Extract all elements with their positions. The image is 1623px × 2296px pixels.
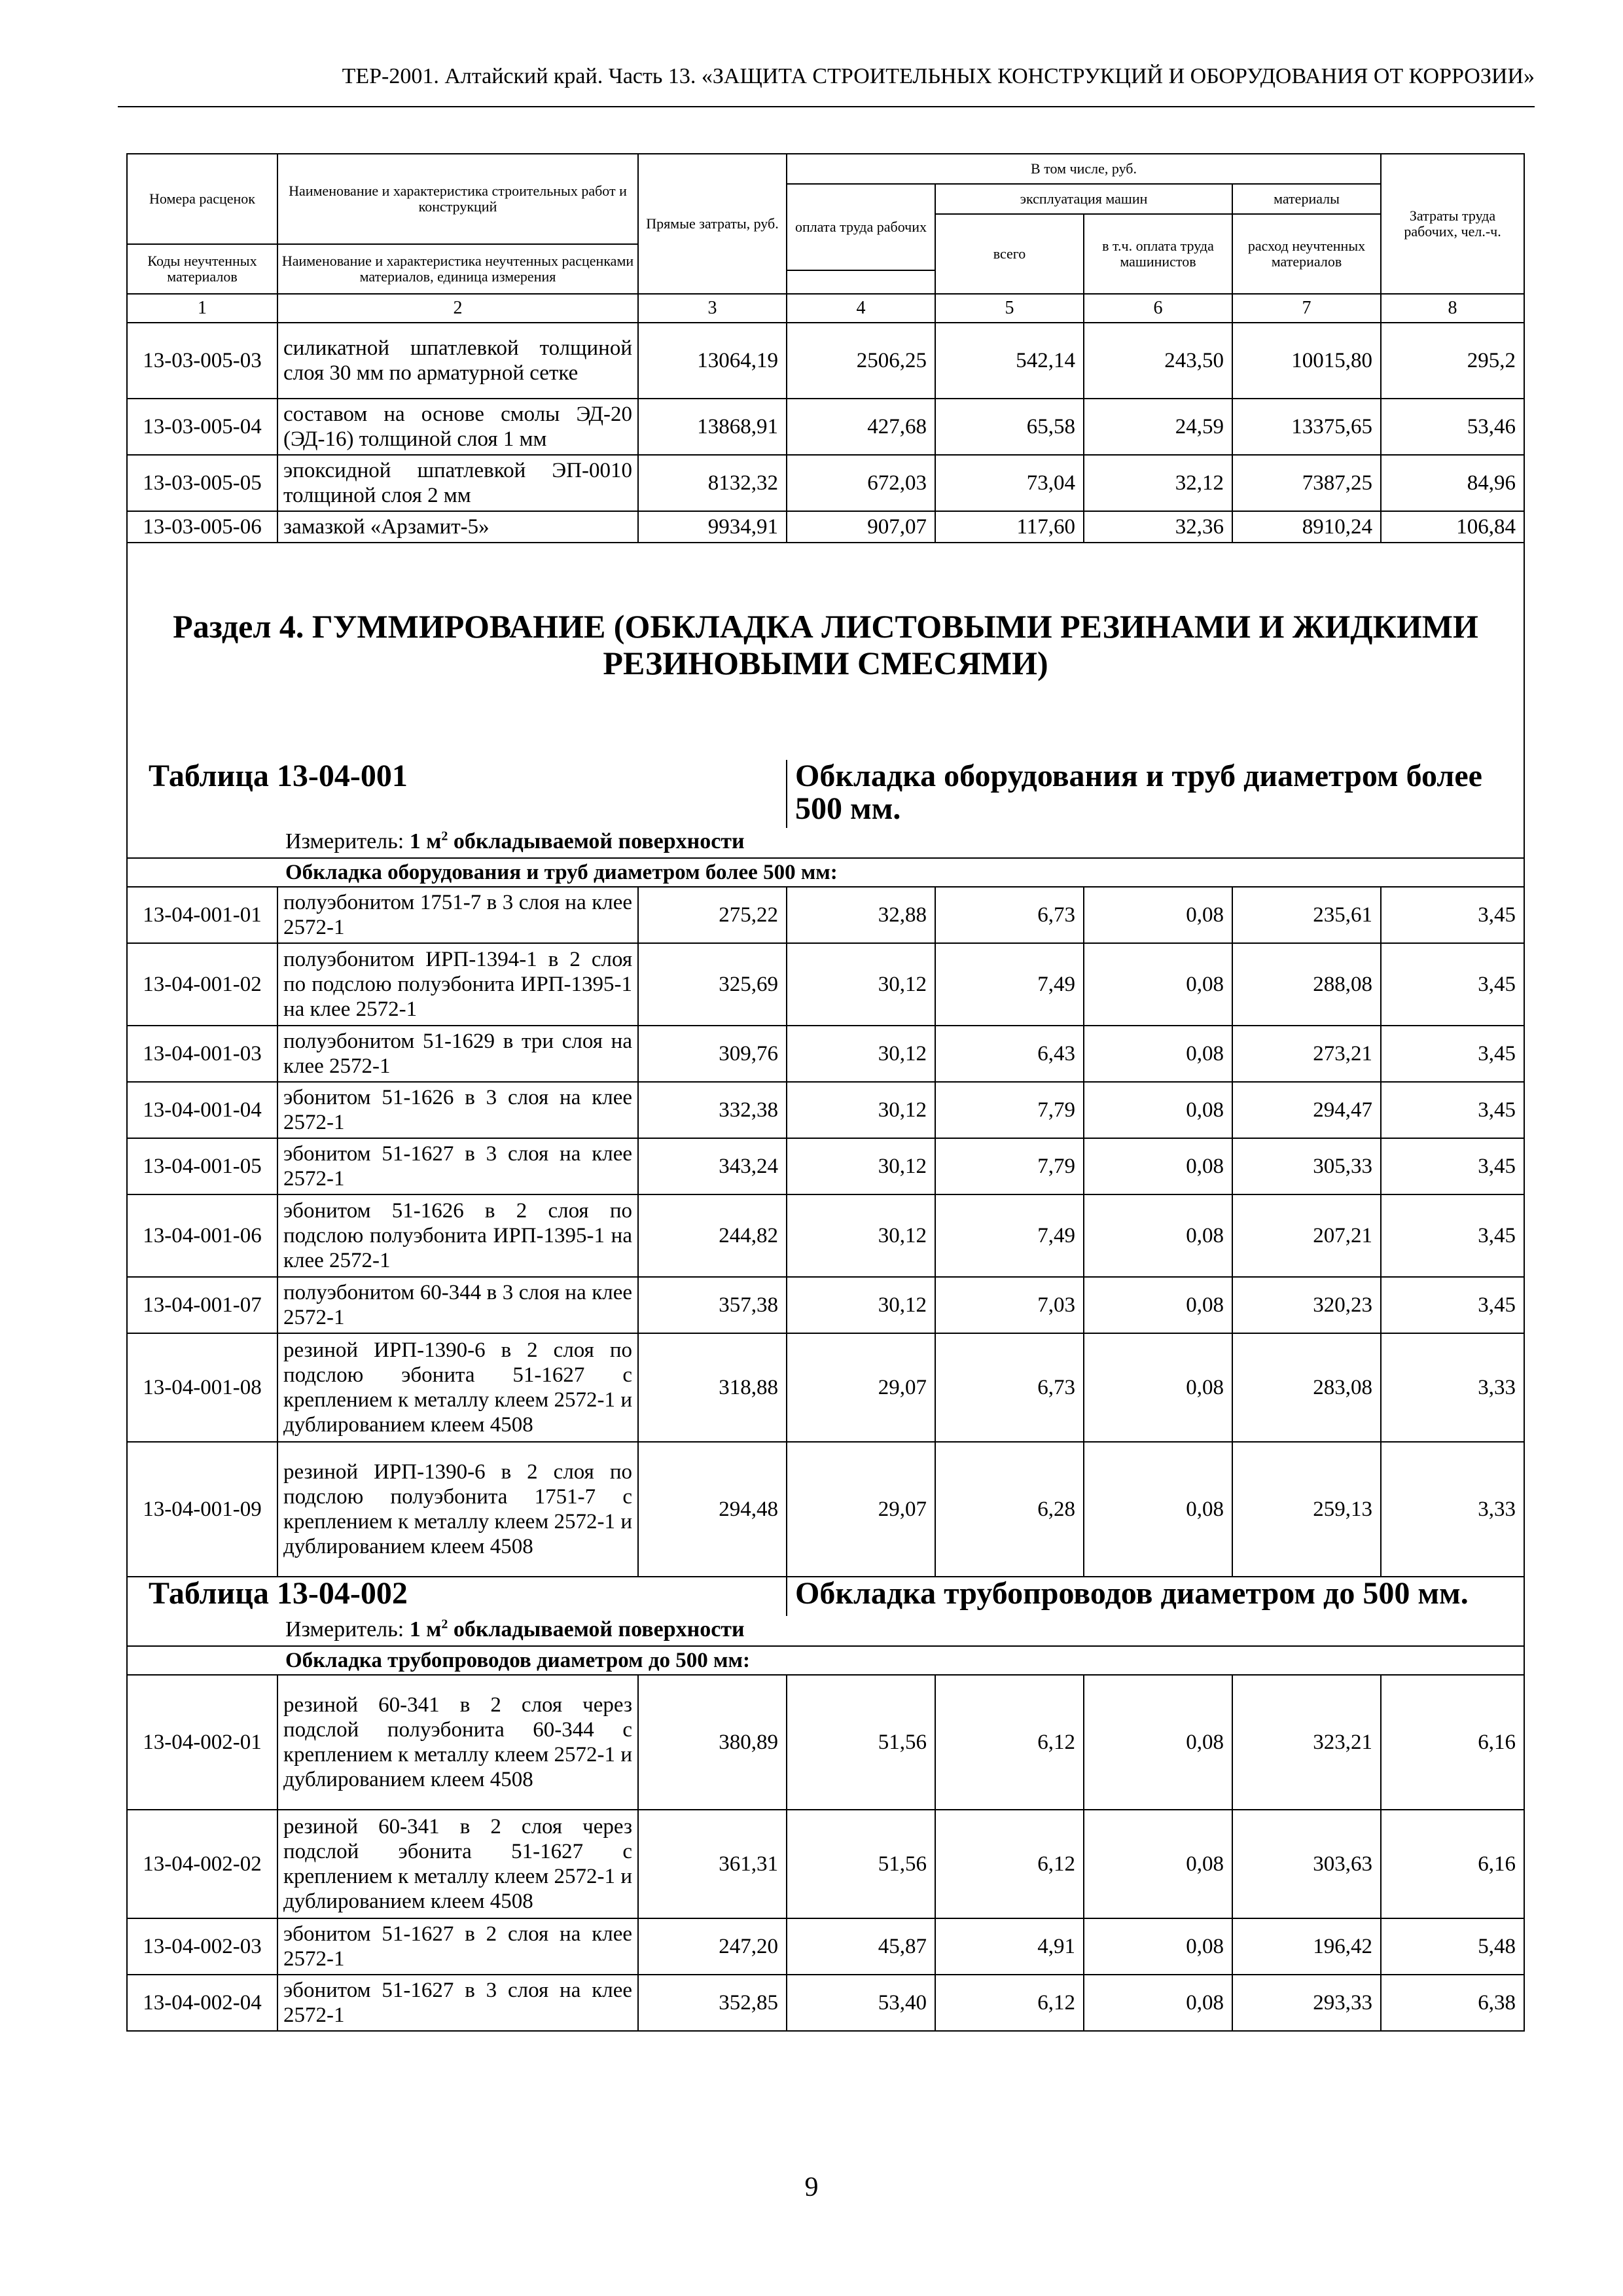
table-title-row [127, 1577, 1524, 1616]
work-description: полуэбонитом 1751-7 в 3 слоя на клее 2572-1 [277, 887, 638, 943]
value-v3: 343,24 [638, 1138, 787, 1194]
value-v6: 0,08 [1084, 1810, 1232, 1918]
table-row [127, 1194, 1524, 1277]
measure-prefix: Измеритель: [285, 1617, 410, 1641]
value-v4: 427,68 [787, 399, 935, 455]
rate-code: 13-04-001-01 [127, 887, 277, 943]
value-v4: 53,40 [787, 1975, 935, 2031]
rate-code: 13-03-005-03 [127, 323, 277, 399]
value-v4: 45,87 [787, 1918, 935, 1975]
measure-unit-rest: обкладываемой поверхности [448, 1617, 745, 1641]
work-description: резиной ИРП-1390-6 в 2 слоя по подслою полуэбонита 1751-7 с креплением к металлу клеем 2572-1 и дублированием клеем 4508 [277, 1442, 638, 1577]
value-v8: 3,45 [1381, 1138, 1524, 1194]
value-v5: 7,49 [935, 943, 1084, 1026]
rate-code: 13-03-005-05 [127, 455, 277, 511]
rate-code: 13-04-002-04 [127, 1975, 277, 2031]
work-description: резиной ИРП-1390-6 в 2 слоя по подслою эбонита 51-1627 с креплением к металлу клеем 2572-1 и дублированием клеем 4508 [277, 1333, 638, 1442]
value-v8: 295,2 [1381, 323, 1524, 399]
value-v8: 106,84 [1381, 511, 1524, 543]
value-v8: 3,45 [1381, 1277, 1524, 1333]
measure-row [127, 828, 1524, 858]
value-v7: 303,63 [1232, 1810, 1381, 1918]
value-v3: 309,76 [638, 1026, 787, 1082]
work-description: эбонитом 51-1626 в 2 слоя по подслою полуэбонита ИРП-1395-1 на клее 2572-1 [277, 1194, 638, 1277]
subheading-row [127, 1646, 1524, 1675]
value-v7: 294,47 [1232, 1082, 1381, 1138]
rate-code: 13-04-002-03 [127, 1918, 277, 1975]
value-v4: 51,56 [787, 1810, 935, 1918]
value-v5: 7,79 [935, 1138, 1084, 1194]
value-v5: 6,12 [935, 1975, 1084, 2031]
section-title-row [127, 605, 1524, 684]
spacer-cell [127, 543, 1524, 605]
work-description: замазкой «Арзамит-5» [277, 511, 638, 543]
value-v4: 30,12 [787, 1277, 935, 1333]
table-row [127, 1442, 1524, 1577]
value-v6: 0,08 [1084, 1918, 1232, 1975]
column-number: 8 [1381, 294, 1524, 323]
value-v4: 30,12 [787, 1194, 935, 1277]
work-description: эбонитом 51-1627 в 2 слоя на клее 2572-1 [277, 1918, 638, 1975]
value-v6: 24,59 [1084, 399, 1232, 455]
measure-unit [277, 828, 1524, 858]
header-col2-bottom: Наименование и характеристика неучтенных расценками материалов, единица измерения [277, 244, 638, 294]
value-v7: 8910,24 [1232, 511, 1381, 543]
value-v5: 65,58 [935, 399, 1084, 455]
value-v5: 6,12 [935, 1675, 1084, 1810]
value-v7: 10015,80 [1232, 323, 1381, 399]
value-v5: 4,91 [935, 1918, 1084, 1975]
value-v5: 6,28 [935, 1442, 1084, 1577]
work-description: эбонитом 51-1627 в 3 слоя на клее 2572-1 [277, 1975, 638, 2031]
value-v5: 7,03 [935, 1277, 1084, 1333]
rate-code: 13-04-001-04 [127, 1082, 277, 1138]
measure-spacer [127, 828, 277, 858]
table-row [127, 399, 1524, 455]
value-v5: 6,73 [935, 1333, 1084, 1442]
measure-prefix: Измеритель: [285, 829, 410, 853]
value-v6: 0,08 [1084, 887, 1232, 943]
value-v6: 0,08 [1084, 1675, 1232, 1810]
value-v3: 244,82 [638, 1194, 787, 1277]
value-v4: 30,12 [787, 1026, 935, 1082]
header-col8: Затраты труда рабочих, чел.-ч. [1381, 154, 1524, 294]
column-number-row [127, 294, 1524, 323]
spacer-cell [127, 684, 1524, 760]
column-number: 4 [787, 294, 935, 323]
header-rule [118, 106, 1535, 107]
value-v4: 2506,25 [787, 323, 935, 399]
rate-code: 13-04-001-06 [127, 1194, 277, 1277]
value-v3: 332,38 [638, 1082, 787, 1138]
page-header: ТЕР-2001. Алтайский край. Часть 13. «ЗАЩИТА СТРОИТЕЛЬНЫХ КОНСТРУКЦИЙ И ОБОРУДОВАНИЯ ОТ КОРРОЗИИ» [342, 64, 1535, 88]
value-v8: 5,48 [1381, 1918, 1524, 1975]
subheading-row [127, 858, 1524, 887]
table-subheading: Обкладка трубопроводов диаметром до 500 мм: [277, 1646, 1524, 1675]
value-v4: 672,03 [787, 455, 935, 511]
measure-unit-base: 1 м [409, 829, 442, 853]
value-v5: 117,60 [935, 511, 1084, 543]
measure-spacer [127, 1616, 277, 1646]
value-v8: 6,16 [1381, 1810, 1524, 1918]
value-v7: 320,23 [1232, 1277, 1381, 1333]
rate-code: 13-04-001-08 [127, 1333, 277, 1442]
value-v6: 0,08 [1084, 1082, 1232, 1138]
spacer-row [127, 684, 1524, 760]
table-row [127, 1138, 1524, 1194]
measure-unit-value [410, 1617, 745, 1641]
value-v3: 352,85 [638, 1975, 787, 2031]
price-table [126, 153, 1525, 2032]
value-v7: 305,33 [1232, 1138, 1381, 1194]
value-v7: 323,21 [1232, 1675, 1381, 1810]
value-v6: 0,08 [1084, 1026, 1232, 1082]
value-v8: 3,45 [1381, 1026, 1524, 1082]
table-caption: Обкладка трубопроводов диаметром до 500 мм. [787, 1577, 1524, 1616]
value-v6: 0,08 [1084, 1442, 1232, 1577]
value-v7: 196,42 [1232, 1918, 1381, 1975]
rate-code: 13-03-005-06 [127, 511, 277, 543]
value-v5: 6,12 [935, 1810, 1084, 1918]
work-description: резиной 60-341 в 2 слоя через подслой полуэбонита 60-344 с креплением к металлу клеем 2572-1 и дублированием клеем 4508 [277, 1675, 638, 1810]
work-description: полуэбонитом ИРП-1394-1 в 2 слоя по подслою полуэбонита ИРП-1395-1 на клее 2572-1 [277, 943, 638, 1026]
value-v3: 275,22 [638, 887, 787, 943]
value-v6: 32,12 [1084, 455, 1232, 511]
work-description: эбонитом 51-1627 в 3 слоя на клее 2572-1 [277, 1138, 638, 1194]
column-number: 6 [1084, 294, 1232, 323]
page-number: 9 [804, 2172, 819, 2202]
rate-code: 13-04-002-01 [127, 1675, 277, 1810]
value-v4: 30,12 [787, 1082, 935, 1138]
header-col5: всего [935, 214, 1084, 294]
value-v8: 3,45 [1381, 887, 1524, 943]
value-v7: 273,21 [1232, 1026, 1381, 1082]
work-description: эпоксидной шпатлевкой ЭП-0010 толщиной слоя 2 мм [277, 455, 638, 511]
value-v3: 9934,91 [638, 511, 787, 543]
value-v6: 0,08 [1084, 1138, 1232, 1194]
value-v7: 235,61 [1232, 887, 1381, 943]
value-v7: 7387,25 [1232, 455, 1381, 511]
rate-code: 13-03-005-04 [127, 399, 277, 455]
value-v8: 3,45 [1381, 943, 1524, 1026]
value-v6: 0,08 [1084, 943, 1232, 1026]
measure-unit-base: 1 м [409, 1617, 442, 1641]
measure-row [127, 1616, 1524, 1646]
value-v5: 6,73 [935, 887, 1084, 943]
table-caption: Обкладка оборудования и труб диаметром более 500 мм. [787, 760, 1524, 828]
rate-code: 13-04-001-03 [127, 1026, 277, 1082]
value-v3: 13064,19 [638, 323, 787, 399]
value-v7: 259,13 [1232, 1442, 1381, 1577]
header-col7: расход неучтенных материалов [1232, 214, 1381, 294]
header-col6: в т.ч. оплата труда машинистов [1084, 214, 1232, 294]
value-v8: 3,45 [1381, 1194, 1524, 1277]
rate-code: 13-04-002-02 [127, 1810, 277, 1918]
value-v7: 207,21 [1232, 1194, 1381, 1277]
table-row [127, 943, 1524, 1026]
value-v8: 6,38 [1381, 1975, 1524, 2031]
value-v4: 29,07 [787, 1442, 935, 1577]
header-col1-top: Номера расценок [127, 154, 277, 244]
value-v8: 53,46 [1381, 399, 1524, 455]
value-v3: 8132,32 [638, 455, 787, 511]
value-v6: 0,08 [1084, 1277, 1232, 1333]
work-description: эбонитом 51-1626 в 3 слоя на клее 2572-1 [277, 1082, 638, 1138]
table-row [127, 1277, 1524, 1333]
table-row [127, 1026, 1524, 1082]
value-v8: 84,96 [1381, 455, 1524, 511]
table-title-row [127, 760, 1524, 828]
header-including: В том числе, руб. [787, 154, 1381, 184]
value-v8: 6,16 [1381, 1675, 1524, 1810]
table-row [127, 511, 1524, 543]
value-v7: 293,33 [1232, 1975, 1381, 2031]
value-v5: 73,04 [935, 455, 1084, 511]
value-v3: 294,48 [638, 1442, 787, 1577]
value-v3: 13868,91 [638, 399, 787, 455]
rate-code: 13-04-001-02 [127, 943, 277, 1026]
work-description: составом на основе смолы ЭД-20 (ЭД-16) толщиной слоя 1 мм [277, 399, 638, 455]
header-col3: Прямые затраты, руб. [638, 154, 787, 294]
measure-unit-rest: обкладываемой поверхности [448, 829, 745, 853]
value-v3: 318,88 [638, 1333, 787, 1442]
value-v5: 6,43 [935, 1026, 1084, 1082]
work-description: резиной 60-341 в 2 слоя через подслой эбонита 51-1627 с креплением к металлу клеем 2572-1 и дублированием клеем 4508 [277, 1810, 638, 1918]
table-label: Таблица 13-04-001 [127, 760, 787, 828]
column-number: 1 [127, 294, 277, 323]
table-row [127, 887, 1524, 943]
value-v3: 325,69 [638, 943, 787, 1026]
section-title: Раздел 4. ГУММИРОВАНИЕ (ОБКЛАДКА ЛИСТОВЫМИ РЕЗИНАМИ И ЖИДКИМИ РЕЗИНОВЫМИ СМЕСЯМИ) [127, 605, 1524, 684]
header-col1-bottom: Коды неучтенных материалов [127, 244, 277, 294]
price-table-body [127, 154, 1524, 2031]
header-col2-top: Наименование и характеристика строительных работ и конструкций [277, 154, 638, 244]
work-description: полуэбонитом 60-344 в 3 слоя на клее 2572-1 [277, 1277, 638, 1333]
rate-code: 13-04-001-09 [127, 1442, 277, 1577]
table-subheading: Обкладка оборудования и труб диаметром более 500 мм: [277, 858, 1524, 887]
value-v8: 3,33 [1381, 1442, 1524, 1577]
column-number: 2 [277, 294, 638, 323]
table-row [127, 1082, 1524, 1138]
header-materials: материалы [1232, 184, 1381, 214]
table-row [127, 1975, 1524, 2031]
value-v5: 542,14 [935, 323, 1084, 399]
value-v7: 13375,65 [1232, 399, 1381, 455]
column-number: 5 [935, 294, 1084, 323]
value-v3: 380,89 [638, 1675, 787, 1810]
header-machines: эксплуатация машин [935, 184, 1232, 214]
value-v6: 0,08 [1084, 1333, 1232, 1442]
value-v4: 29,07 [787, 1333, 935, 1442]
value-v4: 30,12 [787, 1138, 935, 1194]
value-v6: 0,08 [1084, 1194, 1232, 1277]
work-description: силикатной шпатлевкой толщиной слоя 30 мм по арматурной сетке [277, 323, 638, 399]
table-row [127, 323, 1524, 399]
value-v5: 7,49 [935, 1194, 1084, 1277]
measure-unit-value [410, 829, 745, 853]
measure-unit-exponent: 2 [441, 829, 448, 844]
value-v8: 3,45 [1381, 1082, 1524, 1138]
value-v4: 30,12 [787, 943, 935, 1026]
value-v6: 0,08 [1084, 1975, 1232, 2031]
value-v4: 907,07 [787, 511, 935, 543]
value-v3: 361,31 [638, 1810, 787, 1918]
column-number: 7 [1232, 294, 1381, 323]
rate-code: 13-04-001-07 [127, 1277, 277, 1333]
value-v8: 3,33 [1381, 1333, 1524, 1442]
measure-unit-exponent: 2 [441, 1617, 448, 1632]
subheading-spacer [127, 1646, 277, 1675]
subheading-spacer [127, 858, 277, 887]
value-v7: 283,08 [1232, 1333, 1381, 1442]
value-v6: 243,50 [1084, 323, 1232, 399]
value-v4: 32,88 [787, 887, 935, 943]
work-description: полуэбонитом 51-1629 в три слоя на клее 2572-1 [277, 1026, 638, 1082]
rate-code: 13-04-001-05 [127, 1138, 277, 1194]
value-v5: 7,79 [935, 1082, 1084, 1138]
value-v6: 32,36 [1084, 511, 1232, 543]
table-row [127, 1918, 1524, 1975]
value-v3: 247,20 [638, 1918, 787, 1975]
measure-unit [277, 1616, 1524, 1646]
spacer-row [127, 543, 1524, 605]
header-col4: оплата труда рабочих [787, 184, 935, 270]
table-row [127, 455, 1524, 511]
column-number: 3 [638, 294, 787, 323]
value-v4: 51,56 [787, 1675, 935, 1810]
table-row [127, 1333, 1524, 1442]
value-v3: 357,38 [638, 1277, 787, 1333]
table-row [127, 1675, 1524, 1810]
value-v7: 288,08 [1232, 943, 1381, 1026]
table-row [127, 1810, 1524, 1918]
table-label: Таблица 13-04-002 [127, 1577, 787, 1616]
